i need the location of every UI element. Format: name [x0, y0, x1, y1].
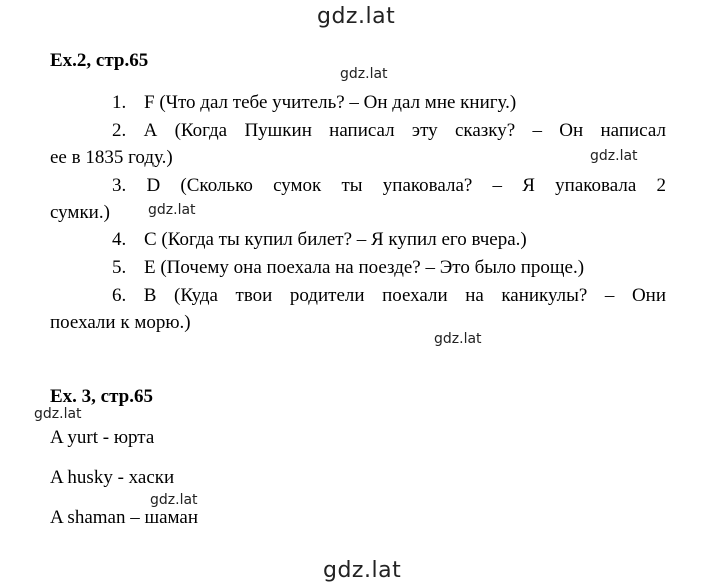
- ex2-item-3-cont: сумки.): [50, 202, 110, 223]
- ex2-item-4: 4. C (Когда ты купил билет? – Я купил его вчера.): [112, 229, 527, 250]
- ex2-item-2: 2. A (Когда Пушкин написал эту сказку? – Он написал: [112, 120, 666, 141]
- ex3-item-1: A yurt - юрта: [50, 427, 155, 448]
- watermark: gdz.lat: [434, 331, 482, 347]
- watermark: gdz.lat: [340, 66, 388, 82]
- ex2-item-1: 1. F (Что дал тебе учитель? – Он дал мне книгу.): [112, 92, 517, 113]
- ex2-item-2-cont: ее в 1835 году.): [50, 147, 173, 168]
- watermark-bottom: gdz.lat: [323, 558, 402, 583]
- ex2-item-6-cont: поехали к морю.): [50, 312, 191, 333]
- watermark: gdz.lat: [34, 406, 82, 422]
- ex2-item-5: 5. E (Почему она поехала на поезде? – Это было проще.): [112, 257, 585, 278]
- ex2-item-3: 3. D (Сколько сумок ты упаковала? – Я упаковала 2: [112, 175, 666, 196]
- ex3-heading: Ex. 3, стр.65: [50, 386, 153, 407]
- ex2-item-6: 6. B (Куда твои родители поехали на каникулы? – Они: [112, 285, 666, 306]
- watermark: gdz.lat: [150, 492, 198, 508]
- watermark: gdz.lat: [590, 148, 638, 164]
- watermark-top: gdz.lat: [317, 4, 396, 29]
- ex2-heading: Ex.2, стр.65: [50, 50, 149, 71]
- ex3-item-2: A husky - хаски: [50, 467, 175, 488]
- ex3-item-3: A shaman – шаман: [50, 507, 199, 528]
- watermark: gdz.lat: [148, 202, 196, 218]
